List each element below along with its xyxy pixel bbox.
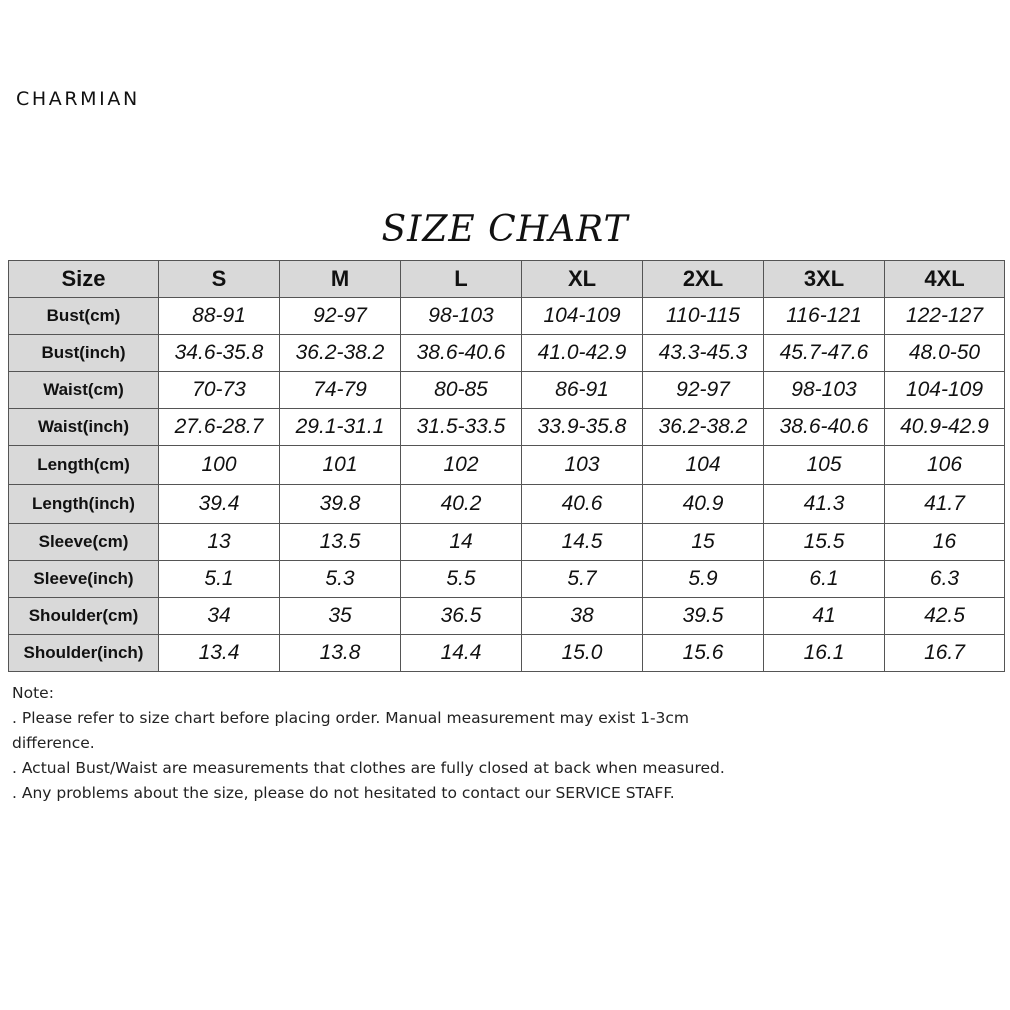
table-row bbox=[9, 635, 1005, 672]
table-cell: 98-103 bbox=[764, 372, 885, 409]
row-label: Waist(inch) bbox=[9, 409, 159, 446]
table-cell: 13.4 bbox=[159, 635, 280, 672]
header-cell: 2XL bbox=[643, 261, 764, 298]
table-cell: 39.8 bbox=[280, 485, 401, 524]
table-cell: 39.4 bbox=[159, 485, 280, 524]
table-cell: 31.5-33.5 bbox=[401, 409, 522, 446]
table-cell: 103 bbox=[522, 446, 643, 485]
table-cell: 5.3 bbox=[280, 561, 401, 598]
table-cell: 16 bbox=[885, 524, 1005, 561]
table-cell: 38.6-40.6 bbox=[401, 335, 522, 372]
table-cell: 16.7 bbox=[885, 635, 1005, 672]
table-cell: 15.6 bbox=[643, 635, 764, 672]
table-row bbox=[9, 446, 1005, 485]
header-cell: L bbox=[401, 261, 522, 298]
header-cell: 3XL bbox=[764, 261, 885, 298]
table-cell: 100 bbox=[159, 446, 280, 485]
table-cell: 34 bbox=[159, 598, 280, 635]
table-header-row bbox=[9, 261, 1005, 298]
table-cell: 40.6 bbox=[522, 485, 643, 524]
table-cell: 110-115 bbox=[643, 298, 764, 335]
table-cell: 6.1 bbox=[764, 561, 885, 598]
table-cell: 88-91 bbox=[159, 298, 280, 335]
table-cell: 122-127 bbox=[885, 298, 1005, 335]
note-line: . Please refer to size chart before placing order. Manual measurement may exist 1-3cm bbox=[12, 709, 690, 727]
table-cell: 104 bbox=[643, 446, 764, 485]
table-cell: 15.5 bbox=[764, 524, 885, 561]
notes-section bbox=[12, 681, 792, 806]
row-label: Sleeve(inch) bbox=[9, 561, 159, 598]
header-cell: 4XL bbox=[885, 261, 1005, 298]
row-label: Sleeve(cm) bbox=[9, 524, 159, 561]
table-cell: 80-85 bbox=[401, 372, 522, 409]
table-cell: 34.6-35.8 bbox=[159, 335, 280, 372]
header-cell: XL bbox=[522, 261, 643, 298]
table-cell: 40.9-42.9 bbox=[885, 409, 1005, 446]
table-cell: 15 bbox=[643, 524, 764, 561]
table-cell: 104-109 bbox=[885, 372, 1005, 409]
table-cell: 86-91 bbox=[522, 372, 643, 409]
table-cell: 36.2-38.2 bbox=[280, 335, 401, 372]
table-cell: 14 bbox=[401, 524, 522, 561]
brand-logo-text: CHARMIAN bbox=[16, 88, 140, 110]
table-row bbox=[9, 524, 1005, 561]
table-cell: 36.5 bbox=[401, 598, 522, 635]
row-label: Shoulder(inch) bbox=[9, 635, 159, 672]
table-cell: 13.5 bbox=[280, 524, 401, 561]
table-cell: 92-97 bbox=[280, 298, 401, 335]
table-cell: 13 bbox=[159, 524, 280, 561]
table-cell: 16.1 bbox=[764, 635, 885, 672]
table-cell: 116-121 bbox=[764, 298, 885, 335]
table-row bbox=[9, 485, 1005, 524]
table-cell: 40.2 bbox=[401, 485, 522, 524]
row-label: Bust(inch) bbox=[9, 335, 159, 372]
table-cell: 48.0-50 bbox=[885, 335, 1005, 372]
table-row bbox=[9, 561, 1005, 598]
table-cell: 15.0 bbox=[522, 635, 643, 672]
table-cell: 41.7 bbox=[885, 485, 1005, 524]
table-cell: 39.5 bbox=[643, 598, 764, 635]
table-cell: 5.7 bbox=[522, 561, 643, 598]
table-cell: 43.3-45.3 bbox=[643, 335, 764, 372]
table-cell: 14.4 bbox=[401, 635, 522, 672]
table-cell: 101 bbox=[280, 446, 401, 485]
table-cell: 104-109 bbox=[522, 298, 643, 335]
table-cell: 102 bbox=[401, 446, 522, 485]
page-title: SIZE CHART bbox=[381, 209, 629, 250]
header-cell: S bbox=[159, 261, 280, 298]
table-cell: 41 bbox=[764, 598, 885, 635]
table-cell: 33.9-35.8 bbox=[522, 409, 643, 446]
note-line: . Any problems about the size, please do not hesitated to contact our SERVICE STAFF. bbox=[12, 784, 675, 802]
table-cell: 40.9 bbox=[643, 485, 764, 524]
table-cell: 38 bbox=[522, 598, 643, 635]
row-label: Bust(cm) bbox=[9, 298, 159, 335]
table-cell: 92-97 bbox=[643, 372, 764, 409]
table-row bbox=[9, 298, 1005, 335]
row-label: Shoulder(cm) bbox=[9, 598, 159, 635]
table-cell: 14.5 bbox=[522, 524, 643, 561]
table-row bbox=[9, 409, 1005, 446]
table-cell: 42.5 bbox=[885, 598, 1005, 635]
table-row bbox=[9, 335, 1005, 372]
table-cell: 98-103 bbox=[401, 298, 522, 335]
row-label: Length(inch) bbox=[9, 485, 159, 524]
table-row bbox=[9, 372, 1005, 409]
table-cell: 5.5 bbox=[401, 561, 522, 598]
table-cell: 74-79 bbox=[280, 372, 401, 409]
row-label: Waist(cm) bbox=[9, 372, 159, 409]
table-cell: 35 bbox=[280, 598, 401, 635]
note-line: difference. bbox=[12, 734, 95, 752]
table-cell: 106 bbox=[885, 446, 1005, 485]
table-cell: 41.0-42.9 bbox=[522, 335, 643, 372]
table-cell: 105 bbox=[764, 446, 885, 485]
table-cell: 6.3 bbox=[885, 561, 1005, 598]
table-row bbox=[9, 598, 1005, 635]
row-label: Length(cm) bbox=[9, 446, 159, 485]
table-cell: 38.6-40.6 bbox=[764, 409, 885, 446]
header-cell: M bbox=[280, 261, 401, 298]
table-cell: 5.1 bbox=[159, 561, 280, 598]
header-cell: Size bbox=[9, 261, 159, 298]
table-cell: 36.2-38.2 bbox=[643, 409, 764, 446]
table-cell: 5.9 bbox=[643, 561, 764, 598]
table-cell: 70-73 bbox=[159, 372, 280, 409]
table-cell: 45.7-47.6 bbox=[764, 335, 885, 372]
note-line: . Actual Bust/Waist are measurements that clothes are fully closed at back when measured. bbox=[12, 759, 725, 777]
table-cell: 29.1-31.1 bbox=[280, 409, 401, 446]
table-cell: 27.6-28.7 bbox=[159, 409, 280, 446]
notes-heading: Note: bbox=[12, 684, 54, 702]
table-cell: 13.8 bbox=[280, 635, 401, 672]
table-cell: 41.3 bbox=[764, 485, 885, 524]
size-chart-table bbox=[8, 260, 1005, 672]
